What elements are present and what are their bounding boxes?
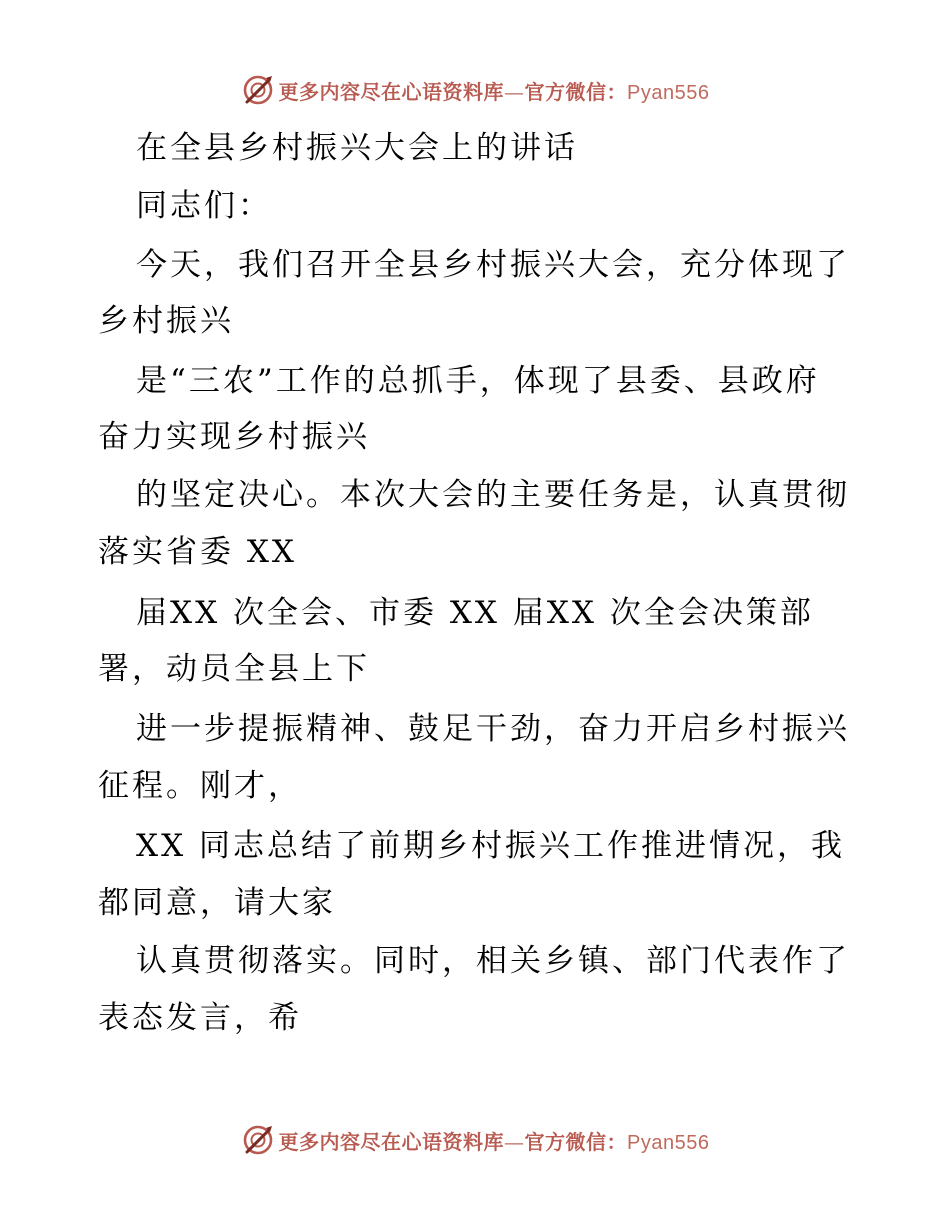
brand-logo-icon (241, 73, 275, 107)
header-watermark (0, 70, 950, 110)
watermark-wechat-label: 官方微信： (524, 1129, 628, 1154)
watermark-title: 更多内容尽在心语资料库 (278, 79, 505, 104)
document-title: 在全县乡村振兴大会上的讲话 (136, 130, 578, 166)
watermark-wechat-id: Pyan556 (627, 81, 710, 104)
text-line: 征程。刚才， (98, 768, 302, 804)
watermark-text (279, 76, 710, 105)
text-line: 奋力实现乡村振兴 (98, 419, 370, 455)
text-line: 表态发言，希 (98, 1000, 302, 1036)
watermark-separator: — (504, 1129, 525, 1154)
text-line: XX 同志总结了前期乡村振兴工作推进情况，我 (136, 828, 845, 864)
text-line: 今天，我们召开全县乡村振兴大会，充分体现了 (136, 247, 850, 283)
brand-logo-icon (241, 1123, 275, 1157)
text-line: 署，动员全县上下 (98, 651, 370, 687)
watermark-wechat-id: Pyan556 (627, 1131, 710, 1154)
text-line: 落实省委 XX (98, 534, 297, 570)
text-line: 是“三农”工作的总抓手，体现了县委、县政府 (136, 363, 820, 399)
watermark-title: 更多内容尽在心语资料库 (278, 1129, 505, 1154)
text-line: 乡村振兴 (98, 303, 234, 339)
footer-watermark (0, 1120, 950, 1160)
text-line: 都同意，请大家 (98, 885, 336, 921)
watermark-wechat-label: 官方微信： (524, 79, 628, 104)
salutation: 同志们： (136, 188, 272, 224)
watermark-separator: — (504, 79, 525, 104)
watermark-text (279, 1126, 710, 1155)
text-line: 届XX 次全会、市委 XX 届XX 次全会决策部 (136, 595, 814, 631)
text-line: 认真贯彻落实。同时，相关乡镇、部门代表作了 (136, 943, 850, 979)
text-line: 进一步提振精神、鼓足干劲，奋力开启乡村振兴 (136, 711, 850, 747)
text-line: 的坚定决心。本次大会的主要任务是，认真贯彻 (136, 477, 850, 513)
